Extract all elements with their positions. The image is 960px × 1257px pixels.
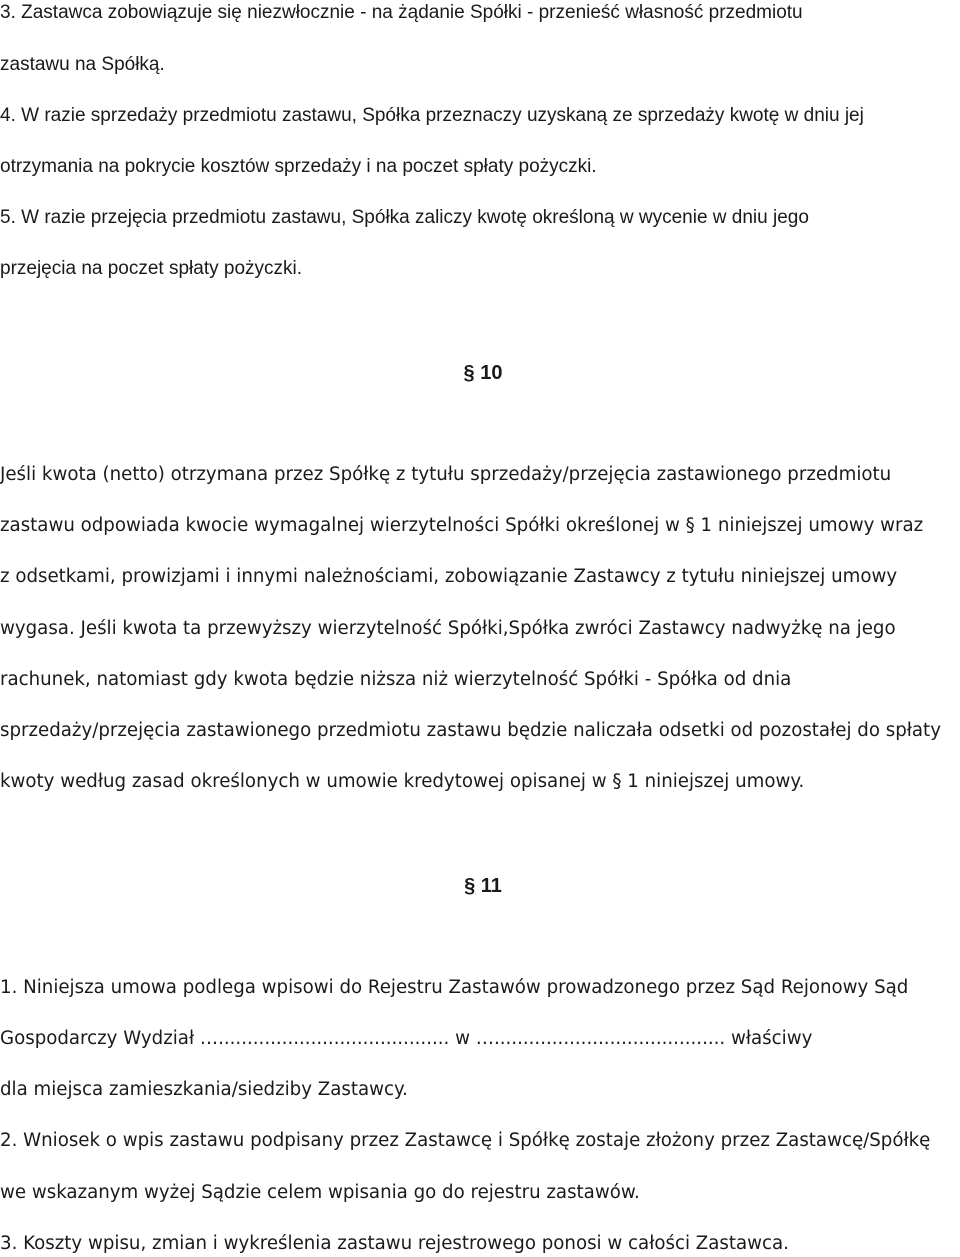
section-11-heading: [0, 874, 960, 898]
text-line: otrzymania na pokrycie kosztów sprzedaży i na poczet spłaty pożyczki.: [0, 156, 597, 177]
text-line: we wskazanym wyżej Sądzie celem wpisania go do rejestru zastawów.: [0, 1182, 640, 1203]
text-line: Gospodarczy Wydział …........................................ w …........................................ właściwy: [0, 1028, 813, 1049]
text-line: 2. Wniosek o wpis zastawu podpisany przez Zastawcę i Spółkę zostaje złożony przez Zastawcę/Spółkę: [0, 1130, 931, 1151]
section-10-heading: [0, 361, 960, 385]
text-line: 4. W razie sprzedaży przedmiotu zastawu, Spółka przeznaczy uzyskaną ze sprzedaży kwotę w dniu jej: [0, 105, 864, 126]
text-line: 3. Koszty wpisu, zmian i wykreślenia zastawu rejestrowego ponosi w całości Zastawca.: [0, 1233, 789, 1254]
text-line: kwoty według zasad określonych w umowie kredytowej opisanej w § 1 niniejszej umowy.: [0, 771, 805, 792]
text-line: wygasa. Jeśli kwota ta przewyższy wierzytelność Spółki,Spółka zwróci Zastawcy nadwyżkę na jego: [0, 618, 896, 639]
text-line: 1. Niniejsza umowa podlega wpisowi do Rejestru Zastawów prowadzonego przez Sąd Rejonowy Sąd: [0, 977, 909, 998]
section-number: 11: [480, 875, 502, 897]
section-symbol: §: [463, 362, 475, 384]
text-line: zastawu na Spółką.: [0, 54, 165, 75]
text-line: rachunek, natomiast gdy kwota będzie niższa niż wierzytelność Spółki - Spółka od dnia: [0, 669, 792, 690]
text-line: Jeśli kwota (netto) otrzymana przez Spółkę z tytułu sprzedaży/przejęcia zastawionego przedmiotu: [0, 464, 892, 485]
text-line: sprzedaży/przejęcia zastawionego przedmiotu zastawu będzie naliczała odsetki od pozostałej do spłaty: [0, 720, 941, 741]
text-line: 3. Zastawca zobowiązuje się niezwłocznie - na żądanie Spółki - przenieść własność przedmiotu: [0, 2, 803, 23]
text-line: z odsetkami, prowizjami i innymi należnościami, zobowiązanie Zastawcy z tytułu niniejszej umowy: [0, 566, 898, 587]
text-line: przejęcia na poczet spłaty pożyczki.: [0, 258, 303, 279]
section-number: 10: [480, 362, 503, 384]
text-line: dla miejsca zamieszkania/siedziby Zastawcy.: [0, 1079, 408, 1100]
section-symbol: §: [464, 875, 476, 897]
text-line: 5. W razie przejęcia przedmiotu zastawu, Spółka zaliczy kwotę określoną w wycenie w dniu jego: [0, 207, 809, 228]
text-line: zastawu odpowiada kwocie wymagalnej wierzytelności Spółki określonej w § 1 niniejszej umowy wraz: [0, 515, 924, 536]
